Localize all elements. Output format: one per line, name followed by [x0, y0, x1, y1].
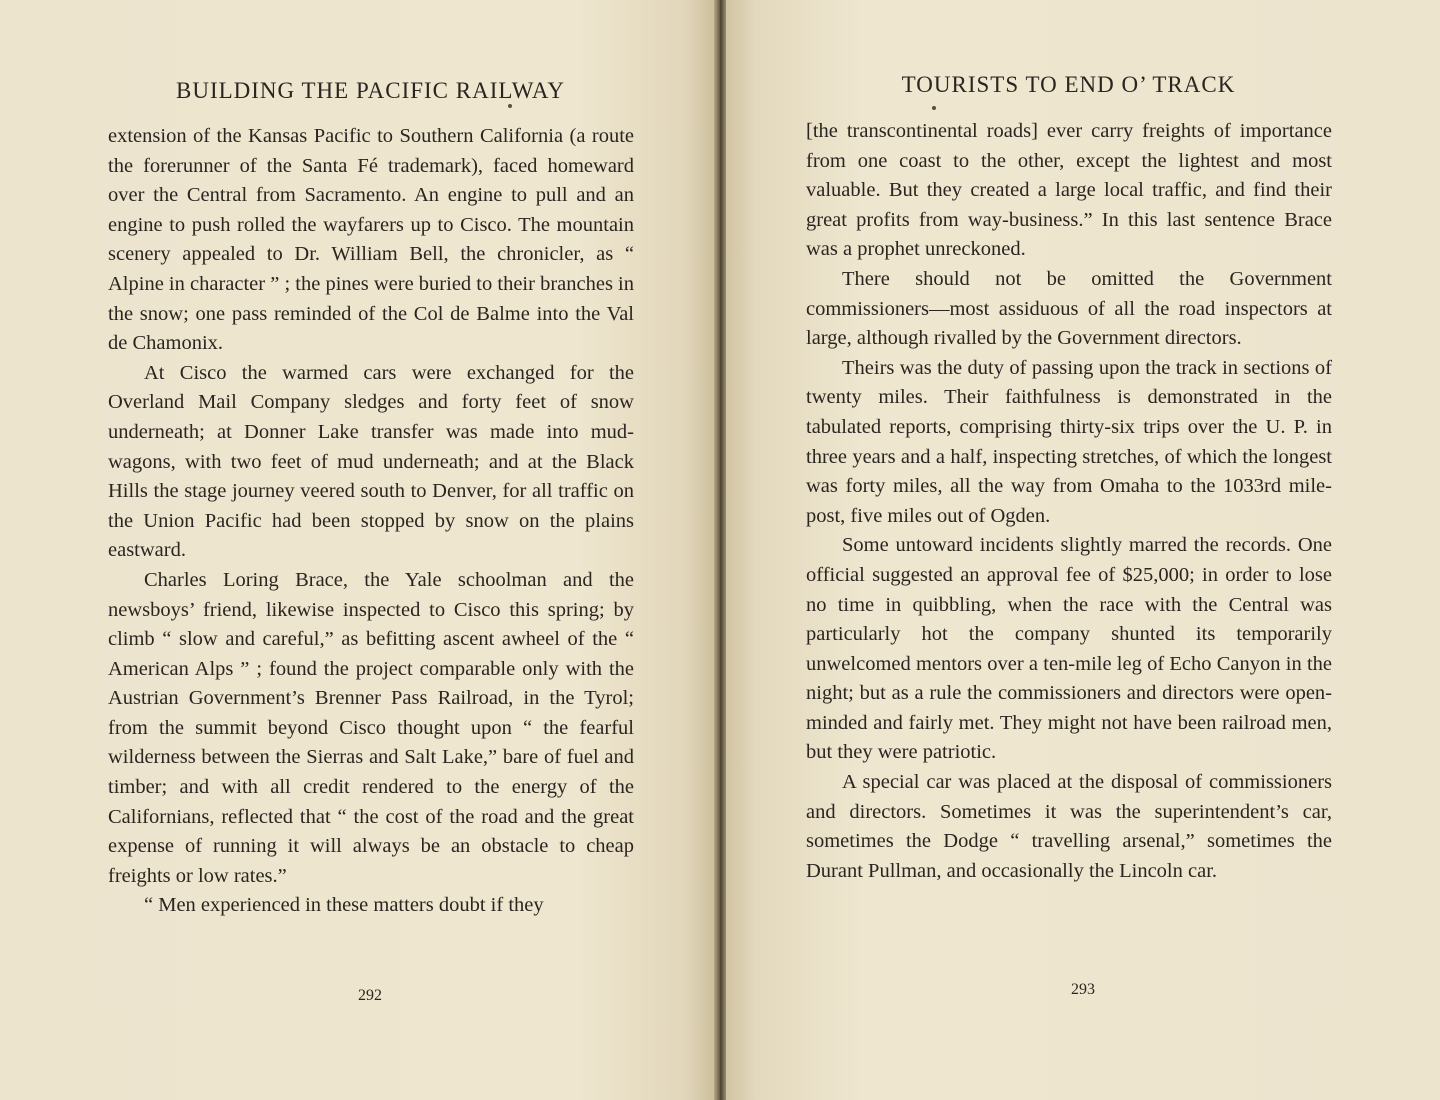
right-running-head: TOURISTS TO END O’ TRACK — [901, 72, 1236, 97]
paragraph: At Cisco the warmed cars were exchanged for the Overland Mail Company sledges and forty feet of snow underneath; at Donner Lake transfer was made into mud-wagons, with two feet of mud underneath; and at the Black Hills the stage journey veered south to Denver, for all traffic on the Union Pacific had been stopped by snow on the plains eastward. — [108, 361, 634, 562]
paragraph: There should not be omitted the Government commissioners—most assiduous of all the road inspectors at large, although rivalled by the Government directors. — [806, 267, 1332, 350]
right-page-number: 293 — [1071, 981, 1095, 998]
paragraph: A special car was placed at the disposal of commissioners and directors. Sometimes it was the superintendent’s car, sometimes the Dodge “ travelling arsenal,” sometimes the Durant Pullman, and occasionally the Lincoln car. — [806, 771, 1332, 882]
left-running-head: BUILDING THE PACIFIC RAILWAY — [176, 78, 565, 103]
paragraph: Charles Loring Brace, the Yale schoolman and the newsboys’ friend, likewise inspected to Cisco this spring; by climb “ slow and careful,” as befitting ascent awheel of the “ American Alps ” ; found the project comparable only with the Austrian Government’s Brenner Pass Railroad, in the Tyrol; from the summit beyond Cisco thought upon “ the fearful wilderness between the Sierras and Salt Lake,” bare of fuel and timber; and with all credit rendered to the energy of the Californians, reflected that “ the cost of the road and the great expense of running it will always be an obstacle to cheap freights or low rates.” — [108, 568, 634, 887]
left-body-text — [108, 122, 634, 921]
ornament-dot — [508, 104, 512, 108]
paragraph: Some untoward incidents slightly marred the records. One official suggested an approval fee of $25,000; in order to lose no time in quibbling, when the race with the Central was particularly hot the company shunted its temporarily unwelcomed mentors over a ten-mile leg of Echo Canyon in the night; but as a rule the commissioners and directors were open-minded and fairly met. They might not have been railroad men, but they were patriotic. — [806, 534, 1332, 764]
right-body-text — [806, 117, 1332, 886]
right-page — [720, 0, 1440, 1100]
paragraph: Theirs was the duty of passing upon the track in sections of twenty miles. Their faithfulness is demonstrated in the tabulated reports, comprising thirty-six trips over the U. P. in three years and a half, inspecting stretches, of which the longest was forty miles, all the way from Omaha to the 1033rd mile-post, five miles out of Ogden. — [806, 356, 1332, 527]
paragraph: [the transcontinental roads] ever carry freights of importance from one coast to the other, except the lightest and most valuable. But they created a large local traffic, and find their great profits from way-business.” In this last sentence Brace was a prophet unreckoned. — [806, 120, 1332, 261]
ornament-dot — [932, 106, 936, 110]
book-gutter — [714, 0, 726, 1100]
paragraph: extension of the Kansas Pacific to Southern California (a route the forerunner of the Santa Fé trademark), faced homeward over the Central from Sacramento. An engine to pull and an engine to push rolled the wayfarers up to Cisco. The mountain scenery appealed to Dr. William Bell, the chronicler, as “ Alpine in character ” ; the pines were buried to their branches in the snow; one pass reminded of the Col de Balme into the Val de Chamonix. — [108, 125, 634, 355]
paragraph: “ Men experienced in these matters doubt if they — [144, 894, 544, 917]
left-page-number: 292 — [358, 987, 382, 1004]
